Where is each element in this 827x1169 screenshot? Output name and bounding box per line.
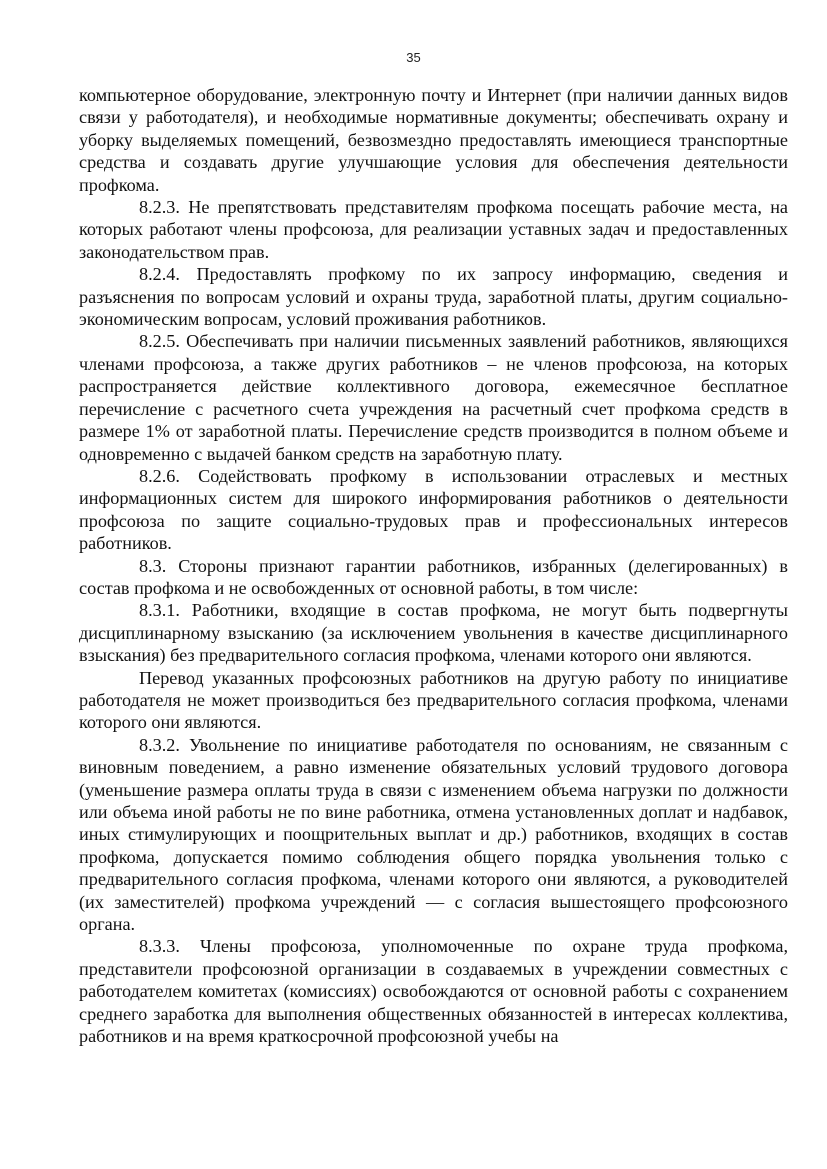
paragraph-8-3-3: 8.3.3. Члены профсоюза, уполномоченные по охране труда профкома, представители профсоюзной организации в создаваемых в учреждении совместных с работодателем комитетах (комиссиях) освобождаются от основной работы с сохранением среднего заработка для выполнения общественных обязанностей в интересах коллектива, работников и на время краткосрочной профсоюзной учебы на xyxy=(79,936,788,1047)
paragraph-8-3-2: 8.3.2. Увольнение по инициативе работодателя по основаниям, не связанным с виновным поведением, а равно изменение обязательных условий трудового договора (уменьшение размера оплаты труда в связи с изменением объема нагрузки по должности или объема иной работы не по вине работника, отмена установленных доплат и надбавок, иных стимулирующих и поощрительных выплат и др.) работников, входящих в состав профкома, допускается помимо соблюдения общего порядка увольнения только с предварительного согласия профкома, членами которого они являются, а руководителей (их заместителей) профкома учреждений — с согласия вышестоящего профсоюзного органа. xyxy=(79,734,788,935)
paragraph-8-2-6: 8.2.6. Содействовать профкому в использовании отраслевых и местных информационных систем для широкого информирования работников о деятельности профсоюза по защите социально-трудовых прав и профессиональных интересов работников. xyxy=(79,465,788,554)
paragraph-continuation: компьютерное оборудование, электронную почту и Интернет (при наличии данных видов связи у работодателя), и необходимые нормативные документы; обеспечивать охрану и уборку выделяемых помещений, безвозмездно предоставлять имеющиеся транспортные средства и создавать другие улучшающие условия для обеспечения деятельности профкома. xyxy=(79,85,788,195)
page-number: 35 xyxy=(406,50,421,65)
paragraph-8-3: 8.3. Стороны признают гарантии работников, избранных (делегированных) в состав профкома и не освобожденных от основной работы, в том числе: xyxy=(79,555,788,598)
paragraph-8-2-5: 8.2.5. Обеспечивать при наличии письменных заявлений работников, являющихся членами профсоюза, а также других работников – не членов профсоюза, на которых распространяется действие коллективного договора, ежемесячное бесплатное перечисление с расчетного счета учреждения на расчетный счет профкома средств в размере 1% от заработной платы. Перечисление средств производится в полном объеме и одновременно с выдачей банком средств на заработную плату. xyxy=(79,331,788,464)
paragraph-8-2-4: 8.2.4. Предоставлять профкому по их запросу информацию, сведения и разъяснения по вопросам условий и охраны труда, заработной платы, другим социально-экономическим вопросам, условий проживания работников. xyxy=(79,264,788,330)
document-body xyxy=(79,84,788,1047)
paragraph-transfer: Перевод указанных профсоюзных работников на другую работу по инициативе работодателя не может производиться без предварительного согласия профкома, членами которого они являются. xyxy=(79,667,788,733)
paragraph-8-2-3: 8.2.3. Не препятствовать представителям профкома посещать рабочие места, на которых работают члены профсоюза, для реализации уставных задач и предоставленных законодательством прав. xyxy=(79,197,788,262)
paragraph-8-3-1: 8.3.1. Работники, входящие в состав профкома, не могут быть подвергнуты дисциплинарному взысканию (за исключением увольнения в качестве дисциплинарного взыскания) без предварительного согласия профкома, членами которого они являются. xyxy=(79,600,788,666)
